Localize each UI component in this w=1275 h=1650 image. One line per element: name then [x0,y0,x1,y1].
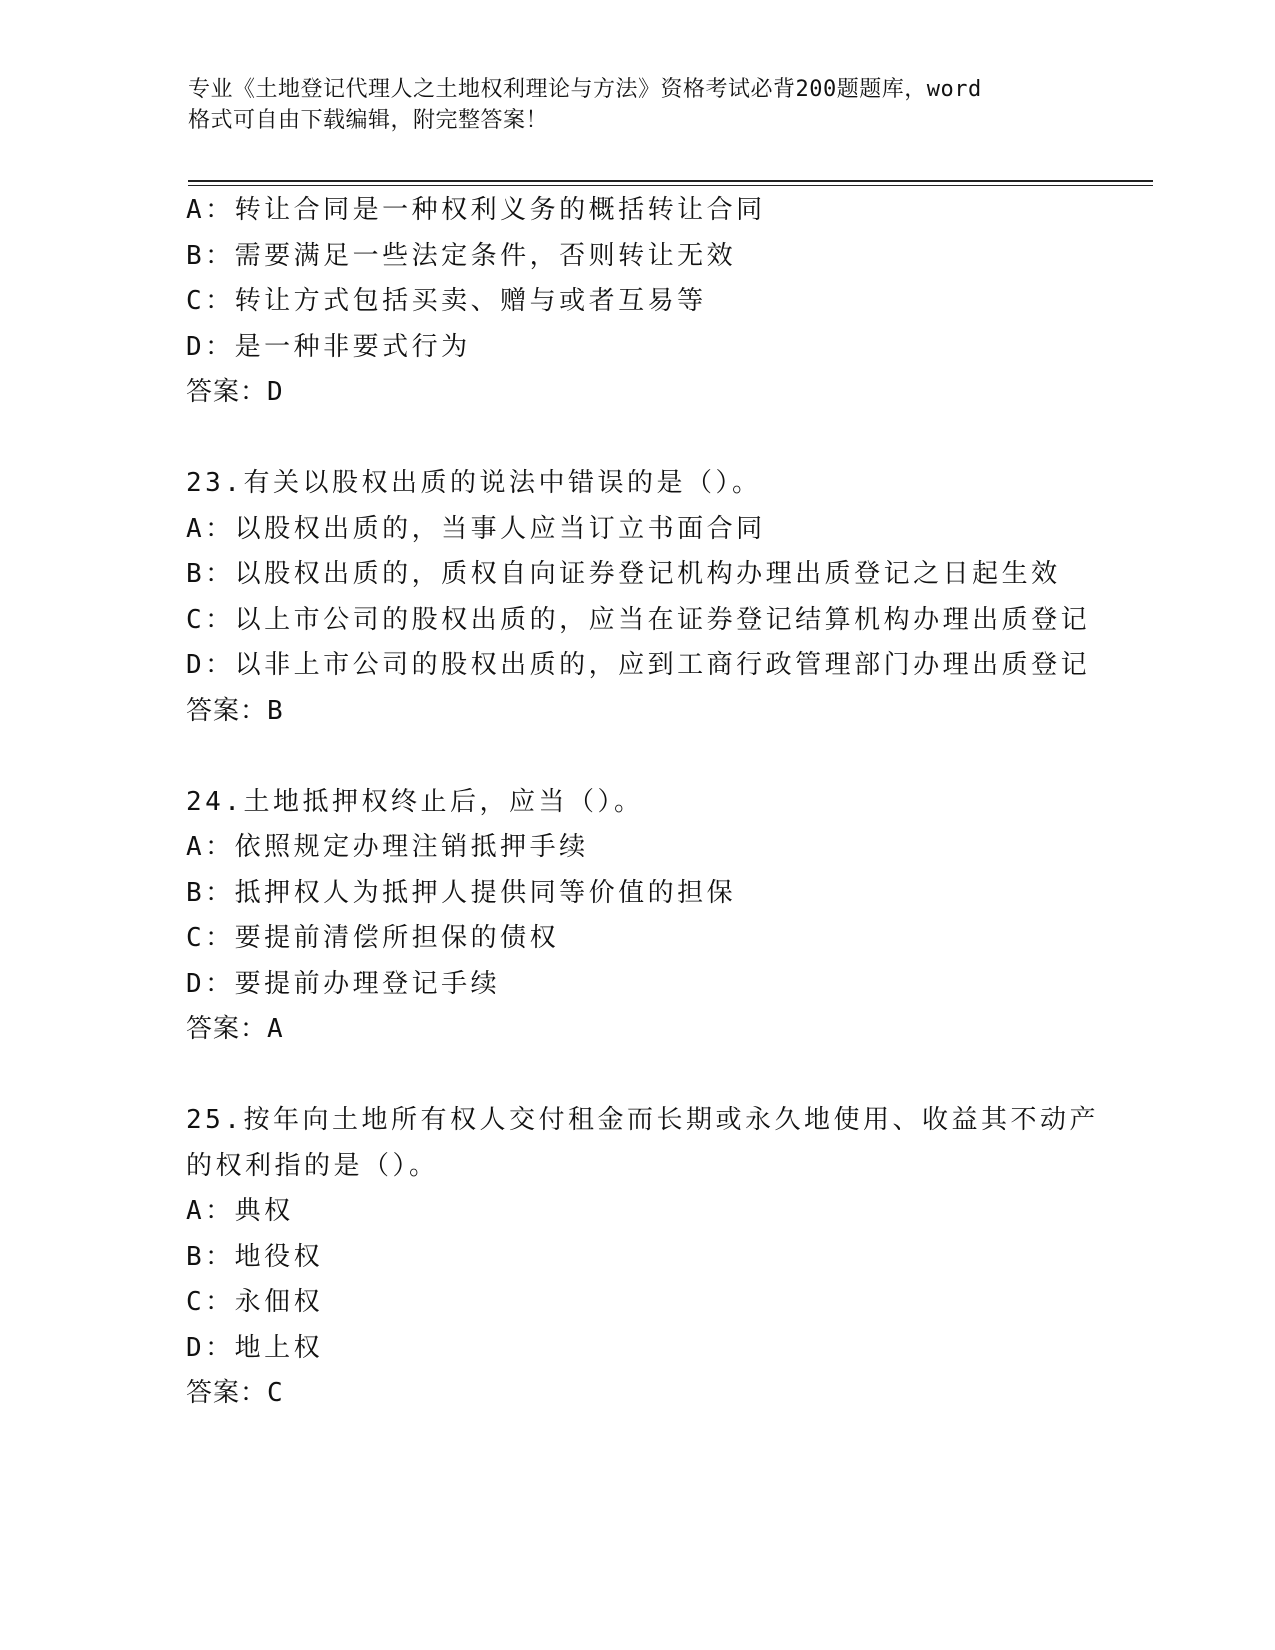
answer-label: 答案： [186,1014,268,1044]
option-c: C：以上市公司的股权出质的，应当在证券登记结算机构办理出质登记 [186,604,1091,635]
answer-line [186,1371,1126,1417]
spacer [186,1053,1126,1099]
answer-value: D [267,377,284,407]
spacer [186,734,1126,780]
option-d: D：是一种非要式行为 [186,331,471,362]
option-b: B：需要满足一些法定条件，否则转让无效 [186,240,737,271]
question-stem-line-2: 的权利指的是（）。 [186,1150,439,1181]
option-a: A：以股权出质的，当事人应当订立书面合同 [186,513,766,544]
answer-label: 答案： [186,695,268,726]
option-a: A：依照规定办理注销抵押手续 [186,832,589,862]
option-d: D：要提前办理登记手续 [186,968,501,999]
answer-value: B [267,695,284,726]
option-b: B：抵押权人为抵押人提供同等价值的担保 [186,877,737,908]
option-d: D：以非上市公司的股权出质的，应到工商行政管理部门办理出质登记 [186,650,1091,680]
header-line-1: 专业《土地登记代理人之土地权利理论与方法》资格考试必背200题题库，word [188,77,982,102]
question-24 [186,780,1126,1053]
question-stem: 23.有关以股权出质的说法中错误的是（）。 [186,468,762,498]
question-list [186,188,1126,1417]
answer-label: 答案： [186,1378,268,1408]
option-c: C：转让方式包括买卖、赠与或者互易等 [186,286,707,316]
spacer [186,416,1126,462]
question-23 [186,461,1126,734]
option-b: B：地役权 [186,1241,324,1272]
header-line-2: 格式可自由下载编辑，附完整答案！ [188,108,549,133]
option-a: A：转让合同是一种权利义务的概括转让合同 [186,195,766,225]
option-c: C：要提前清偿所担保的债权 [186,923,560,953]
answer-value: C [267,1378,284,1408]
question-25 [186,1098,1126,1417]
answer-label: 答案： [186,377,268,407]
header-divider-thin [188,185,1153,186]
question-stem: 24.土地抵押权终止后，应当（）。 [186,786,644,817]
option-b: B：以股权出质的，质权自向证券登记机构办理出质登记之日起生效 [186,559,1061,589]
answer-line [186,689,1126,735]
option-a: A：典权 [186,1196,294,1226]
option-c: C：永佃权 [186,1287,324,1317]
document-header [188,74,1068,136]
answer-value: A [267,1014,284,1044]
answer-line [186,370,1126,416]
question-22-continued [186,188,1126,416]
header-divider-thick [188,180,1153,182]
question-stem-line-1: 25.按年向土地所有权人交付租金而长期或永久地使用、收益其不动产 [186,1105,1099,1135]
option-d: D：地上权 [186,1332,324,1363]
answer-line [186,1007,1126,1053]
